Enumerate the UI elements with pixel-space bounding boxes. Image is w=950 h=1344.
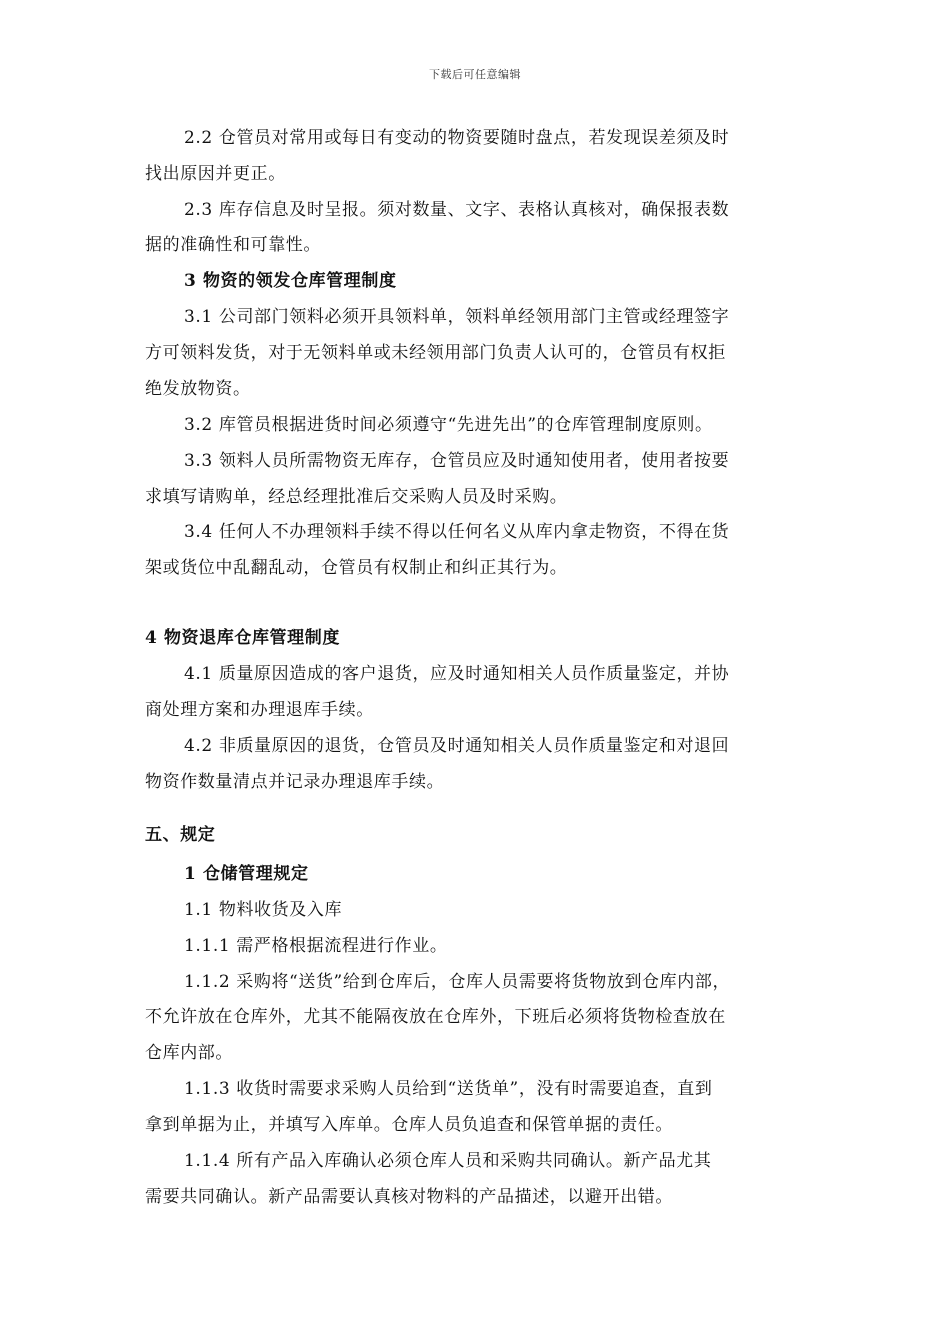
subsection-heading-1-1: 1.1 物料收货及入库 <box>184 900 343 920</box>
subsection-heading-1: 1 仓储管理规定 <box>184 864 309 884</box>
paragraph-4-1-line-2: 商处理方案和办理退库手续。 <box>145 700 374 720</box>
paragraph-3-1-line-2: 方可领料发货，对于无领料单或未经领用部门负责人认可的，仓管员有权拒 <box>145 343 726 363</box>
paragraph-2-2-line-2: 找出原因并更正。 <box>145 164 286 184</box>
paragraph-2-3-line-2: 据的准确性和可靠性。 <box>145 235 321 255</box>
paragraph-3-3-line-1: 3.3 领料人员所需物资无库存，仓管员应及时通知使用者，使用者按要 <box>184 451 730 471</box>
paragraph-1-1-2-line-1: 1.1.2 采购将“送货”给到仓库后，仓库人员需要将货物放到仓库内部， <box>184 972 731 992</box>
section-heading-five: 五、规定 <box>145 825 216 845</box>
paragraph-4-2-line-2: 物资作数量清点并记录办理退库手续。 <box>145 772 445 792</box>
paragraph-1-1-3-line-1: 1.1.3 收货时需要求采购人员给到“送货单”，没有时需要追查，直到 <box>184 1079 713 1099</box>
paragraph-2-3-line-1: 2.3 库存信息及时呈报。须对数量、文字、表格认真核对，确保报表数 <box>184 200 730 220</box>
paragraph-3-1-line-1: 3.1 公司部门领料必须开具领料单，领料单经领用部门主管或经理签字 <box>184 307 730 327</box>
page-header: 下载后可任意编辑 <box>429 68 521 81</box>
section-heading-4: 4 物资退库仓库管理制度 <box>145 628 340 648</box>
paragraph-1-1-2-line-2: 不允许放在仓库外，尤其不能隔夜放在仓库外，下班后必须将货物检查放在 <box>145 1007 726 1027</box>
paragraph-3-3-line-2: 求填写请购单，经总经理批准后交采购人员及时采购。 <box>145 487 568 507</box>
paragraph-3-1-line-3: 绝发放物资。 <box>145 379 251 399</box>
paragraph-4-2-line-1: 4.2 非质量原因的退货，仓管员及时通知相关人员作质量鉴定和对退回 <box>184 736 730 756</box>
paragraph-4-1-line-1: 4.1 质量原因造成的客户退货，应及时通知相关人员作质量鉴定，并协 <box>184 664 730 684</box>
paragraph-1-1-4-line-1: 1.1.4 所有产品入库确认必须仓库人员和采购共同确认。新产品尤其 <box>184 1151 712 1171</box>
paragraph-1-1-3-line-2: 拿到单据为止，并填写入库单。仓库人员负追查和保管单据的责任。 <box>145 1115 673 1135</box>
paragraph-3-4-line-2: 架或货位中乱翻乱动，仓管员有权制止和纠正其行为。 <box>145 558 568 578</box>
paragraph-1-1-4-line-2: 需要共同确认。新产品需要认真核对物料的产品描述，以避开出错。 <box>145 1187 673 1207</box>
paragraph-1-1-2-line-3: 仓库内部。 <box>145 1043 233 1063</box>
section-heading-3: 3 物资的领发仓库管理制度 <box>184 271 397 291</box>
paragraph-3-2-line-1: 3.2 库管员根据进货时间必须遵守“先进先出”的仓库管理制度原则。 <box>184 415 713 435</box>
paragraph-3-4-line-1: 3.4 任何人不办理领料手续不得以任何名义从库内拿走物资，不得在货 <box>184 522 730 542</box>
paragraph-1-1-1-line-1: 1.1.1 需严格根据流程进行作业。 <box>184 936 448 956</box>
paragraph-2-2-line-1: 2.2 仓管员对常用或每日有变动的物资要随时盘点，若发现误差须及时 <box>184 128 730 148</box>
